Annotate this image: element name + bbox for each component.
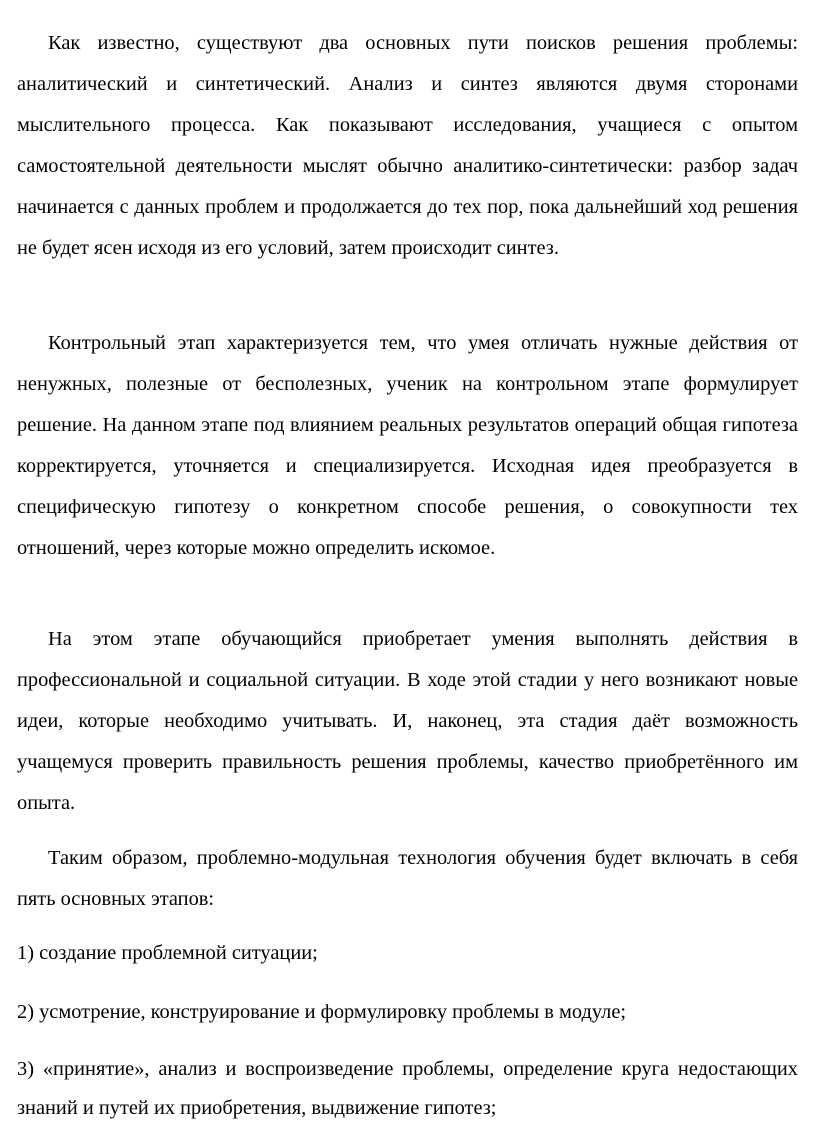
paragraph-skills-stage: На этом этапе обучающийся приобретает умения выполнять действия в профессиональной и социальной ситуации. В ходе этой стадии у него возникают новые идеи, которые необходимо учитывать. И, наконец, эта стадия даёт возможность учащемуся проверить правильность решения проблемы, качество приобретённого им опыта. (17, 628, 798, 814)
list-item-1: 1) создание проблемной ситуации; (17, 942, 318, 964)
paragraph-analysis-synthesis: Как известно, существуют два основных пути поисков решения проблемы: аналитический и синтетический. Анализ и синтез являются двумя сторонами мыслительного процесса. Как показывают исследования, учащиеся с опытом самостоятельной деятельности мыслят обычно аналитико-синтетически: разбор задач начинается с данных проблем и продолжается до тех пор, пока дальнейший ход решения не будет ясен исходя из его условий, затем происходит синтез. (17, 32, 798, 259)
paragraph-five-stages-intro: Таким образом, проблемно-модульная технология обучения будет включать в себя пять основных этапов: (17, 847, 798, 910)
list-item-2: 2) усмотрение, конструирование и формулировку проблемы в модуле; (17, 1001, 627, 1023)
paragraph-control-stage: Контрольный этап характеризуется тем, что умея отличать нужные действия от ненужных, полезные от бесполезных, ученик на контрольном этапе формулирует решение. На данном этапе под влиянием реальных результатов операций общая гипотеза корректируется, уточняется и специализируется. Исходная идея преобразуется в специфическую гипотезу о конкретном способе решения, о совокупности тех отношений, через которые можно определить искомое. (17, 332, 798, 559)
list-item-3: 3) «принятие», анализ и воспроизведение проблемы, определение круга недостающих знаний и путей их приобретения, выдвижение гипотез; (17, 1058, 798, 1119)
